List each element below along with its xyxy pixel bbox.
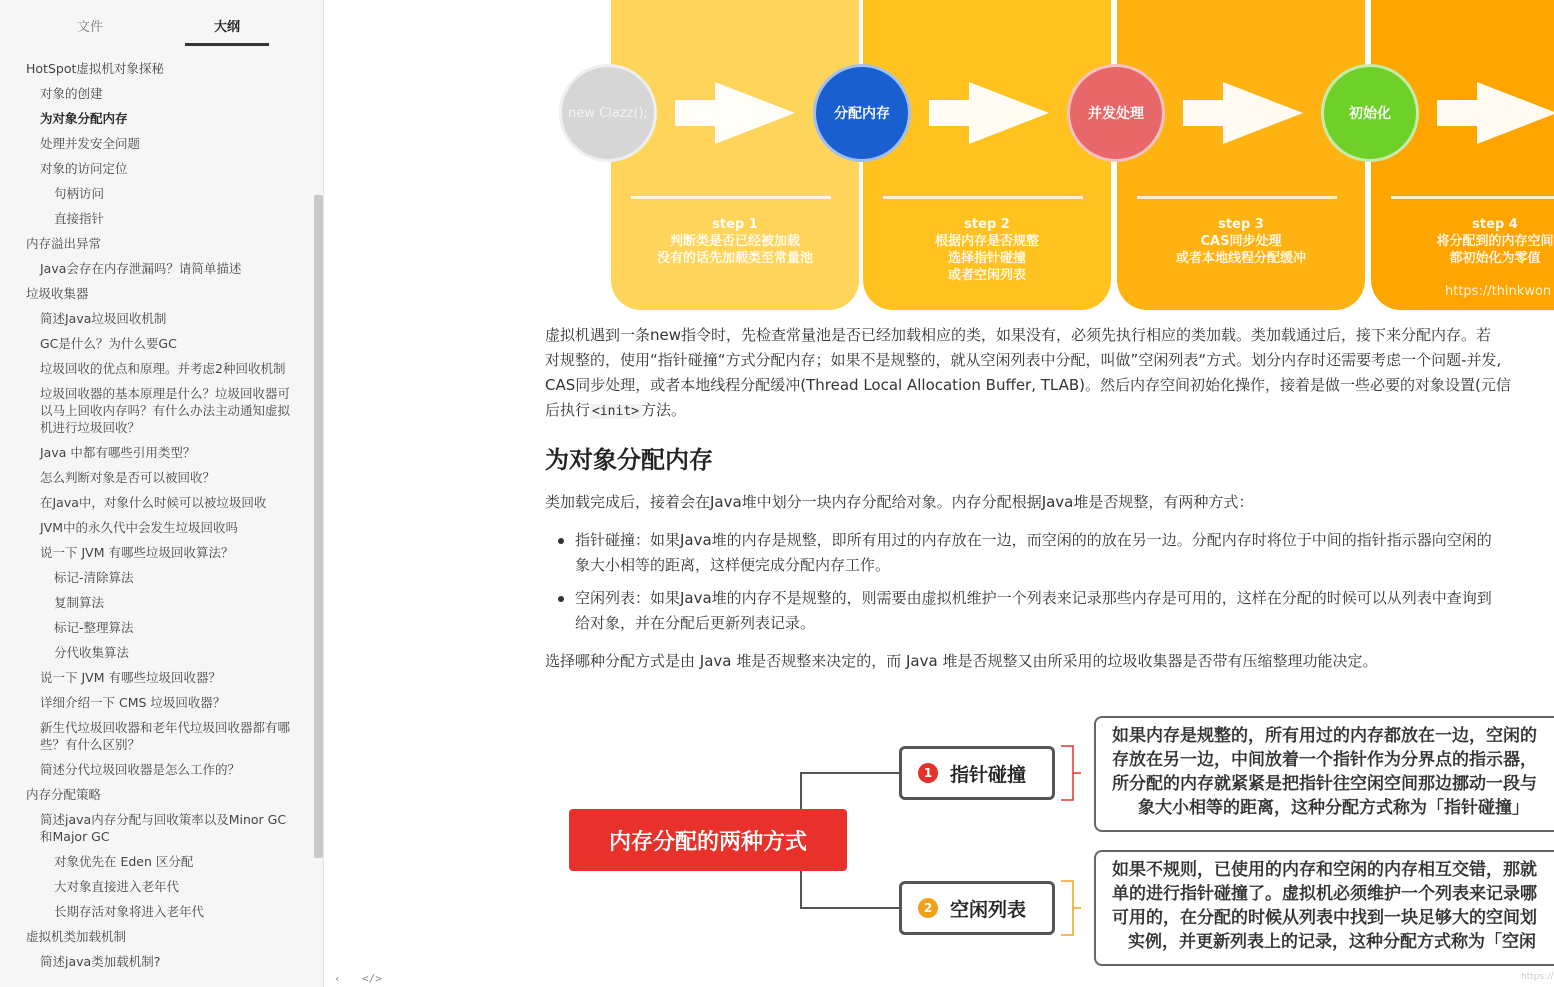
outline-item[interactable]: 直接指针 bbox=[54, 211, 105, 226]
image-watermark: https:// bbox=[1521, 972, 1554, 982]
image-watermark: https://thinkwon bbox=[1445, 284, 1552, 299]
sidebar-scrollbar[interactable] bbox=[314, 195, 323, 858]
arrow-icon bbox=[1183, 82, 1303, 144]
outline-item[interactable]: 简述java内存分配与回收策率以及Minor GC和Major GC bbox=[40, 812, 287, 844]
outline-item[interactable]: Java 中都有哪些引用类型？ bbox=[40, 445, 196, 460]
tab-files[interactable]: 文件 bbox=[76, 20, 103, 35]
document-view bbox=[325, 0, 1554, 987]
outline-item[interactable]: 垃圾回收的优点和原理。并考虑2种回收机制 bbox=[40, 361, 286, 376]
divider bbox=[1391, 196, 1554, 199]
outline-item[interactable]: 详细介绍一下 CMS 垃圾回收器？ bbox=[40, 695, 226, 710]
outline-item[interactable]: 对象优先在 Eden 区分配 bbox=[54, 854, 194, 869]
list-item: 指针碰撞：如果Java堆的内存是规整，即所有用过的内存放在一边，而空闲的的放在另一边。分配内存时将位于中间的指针指示器向空闲的 象大小相等的距离，这样便完成分配内存工作。 bbox=[575, 528, 1554, 578]
sidebar bbox=[0, 0, 382, 987]
outline-item[interactable]: 内存分配策略 bbox=[26, 787, 102, 802]
outline-item[interactable]: 复制算法 bbox=[54, 595, 105, 610]
mindmap-node-bump-pointer: 1 指针碰撞 bbox=[899, 746, 1055, 800]
outline-item[interactable]: 说一下 JVM 有哪些垃圾回收器？ bbox=[40, 670, 221, 685]
outline-item[interactable]: 标记-整理算法 bbox=[54, 620, 134, 635]
step-2-caption: step 2 根据内存是否规整 选择指针碰撞 或者空闲列表 bbox=[934, 217, 1039, 283]
inline-code: <init> bbox=[592, 404, 639, 419]
divider bbox=[631, 196, 831, 199]
allocation-mindmap-figure bbox=[565, 708, 1554, 978]
outline-item[interactable]: 简述java类加载机制? bbox=[40, 954, 161, 969]
arrow-icon bbox=[929, 82, 1049, 144]
paragraph-intro: 类加载完成后，接着会在Java堆中划分一块内存分配给对象。内存分配根据Java堆是否规整，有两种方式： bbox=[545, 493, 1254, 511]
step-4-caption: step 4 将分配到的内存空间 都初始化为零值 bbox=[1436, 217, 1554, 266]
paragraph-object-creation: 虚拟机遇到一条new指令时，先检查常量池是否已经加载相应的类，如果没有，必须先执行相应的类加载。类加载通过后，接下来分配内存。若 对规整的，使用“指针碰撞“方式分配内存；如果不是规整的，就从空闲列表中分配，叫做”空闲列表“方式。划分内存时还需要考虑一个问题-并发, CAS同步处理，或者本地线程分配缓冲(Thread Local Allocation Buffer, TLAB)。然后内存空间初始化操作，接着是做一些必要的对象设置(元信 后执行 <init> 方法。 bbox=[545, 326, 1511, 419]
outline-item[interactable]: 分代收集算法 bbox=[54, 645, 130, 660]
collapse-sidebar-icon[interactable]: ‹ bbox=[334, 972, 341, 985]
outline-item[interactable]: 大对象直接进入老年代 bbox=[54, 879, 180, 894]
mindmap-desc-bump-pointer: 如果内存是规整的，所有用过的内存都放在一边，空闲的 存放在另一边，中间放着一个指针作为分界点的指示器， 所分配的内存就紧紧是把指针往空闲空间那边挪动一段与 象大小相等的距离，这种分配方式称为「指针碰撞」 bbox=[1094, 716, 1554, 832]
outline-item[interactable]: 为对象分配内存 bbox=[40, 111, 128, 126]
concurrency-circle: 并发处理 bbox=[1067, 64, 1165, 162]
arrow-icon bbox=[1437, 82, 1554, 144]
number-one-icon: 1 bbox=[918, 763, 938, 783]
outline-item[interactable]: 简述Java垃圾回收机制 bbox=[40, 311, 167, 326]
start-circle: new Clazz(); bbox=[559, 64, 657, 162]
outline-item[interactable]: 在Java中，对象什么时候可以被垃圾回收 bbox=[40, 495, 267, 510]
outline-item[interactable]: 对象的创建 bbox=[40, 86, 103, 101]
mindmap-root: 内存分配的两种方式 bbox=[569, 809, 847, 871]
outline-item[interactable]: JVM中的永久代中会发生垃圾回收吗 bbox=[40, 520, 239, 535]
mindmap-desc-free-list: 如果不规则，已使用的内存和空闲的内存相互交错，那就 单的进行指针碰撞了。虚拟机必须维护一个列表来记录哪 可用的，在分配的时候从列表中找到一块足够大的空间划 实例，并更新列表上的记录，这种分配方式称为「空闲 bbox=[1094, 850, 1554, 966]
allocate-memory-circle: 分配内存 bbox=[813, 64, 911, 162]
number-two-icon: 2 bbox=[918, 898, 938, 918]
source-code-icon[interactable]: </> bbox=[362, 972, 382, 985]
tab-outline[interactable]: 大纲 bbox=[185, 16, 269, 46]
divider bbox=[883, 196, 1083, 199]
outline-item[interactable]: 简述分代垃圾回收器是怎么工作的？ bbox=[40, 762, 241, 777]
divider bbox=[1137, 196, 1337, 199]
mindmap-node-free-list: 2 空闲列表 bbox=[899, 881, 1055, 935]
outline-item[interactable]: 对象的访问定位 bbox=[40, 161, 128, 176]
outline-item[interactable]: 处理并发安全问题 bbox=[40, 136, 141, 151]
outline-item[interactable]: 句柄访问 bbox=[54, 186, 105, 201]
initialize-circle: 初始化 bbox=[1321, 64, 1419, 162]
outline-item[interactable]: 说一下 JVM 有哪些垃圾回收算法？ bbox=[40, 545, 234, 560]
arrow-icon bbox=[675, 82, 795, 144]
paragraph-conclusion: 选择哪种分配方式是由 Java 堆是否规整来决定的，而 Java 堆是否规整又由所采用的垃圾收集器是否带有压缩整理功能决定。 bbox=[545, 652, 1378, 670]
step-1-caption: step 1 判断类是否已经被加载 没有的话先加载类至常量池 bbox=[656, 217, 813, 266]
object-creation-flow-figure bbox=[568, 0, 1554, 310]
sidebar-tabs bbox=[0, 0, 324, 48]
outline-item[interactable]: 虚拟机类加载机制 bbox=[26, 929, 127, 944]
outline-item[interactable]: 怎么判断对象是否可以被回收？ bbox=[40, 470, 216, 485]
outline-item[interactable]: HotSpot虚拟机对象探秘 bbox=[26, 61, 164, 76]
outline-item[interactable]: 标记-清除算法 bbox=[54, 570, 134, 585]
outline-item[interactable]: 内存溢出异常 bbox=[26, 236, 102, 251]
outline-item[interactable]: 长期存活对象将进入老年代 bbox=[54, 904, 205, 919]
outline-item[interactable]: Java会存在内存泄漏吗？请简单描述 bbox=[40, 261, 242, 276]
list-item: 空闲列表：如果Java堆的内存不是规整的，则需要由虚拟机维护一个列表来记录那些内存是可用的，这样在分配的时候可以从列表中查询到 给对象，并在分配后更新列表记录。 bbox=[575, 586, 1554, 636]
section-heading: 为对象分配内存 bbox=[545, 446, 713, 474]
outline-item[interactable]: GC是什么？为什么要GC bbox=[40, 336, 177, 351]
outline-item[interactable]: 垃圾收集器 bbox=[26, 286, 89, 301]
step-3-caption: step 3 CAS同步处理 或者本地线程分配缓冲 bbox=[1175, 217, 1306, 266]
outline-list bbox=[0, 60, 314, 978]
outline-item[interactable]: 垃圾回收器的基本原理是什么？垃圾回收器可以马上回收内存吗？有什么办法主动通知虚拟机进行垃圾回收？ bbox=[40, 386, 291, 435]
outline-item[interactable]: 新生代垃圾回收器和老年代垃圾回收器都有哪些？有什么区别？ bbox=[40, 720, 291, 752]
